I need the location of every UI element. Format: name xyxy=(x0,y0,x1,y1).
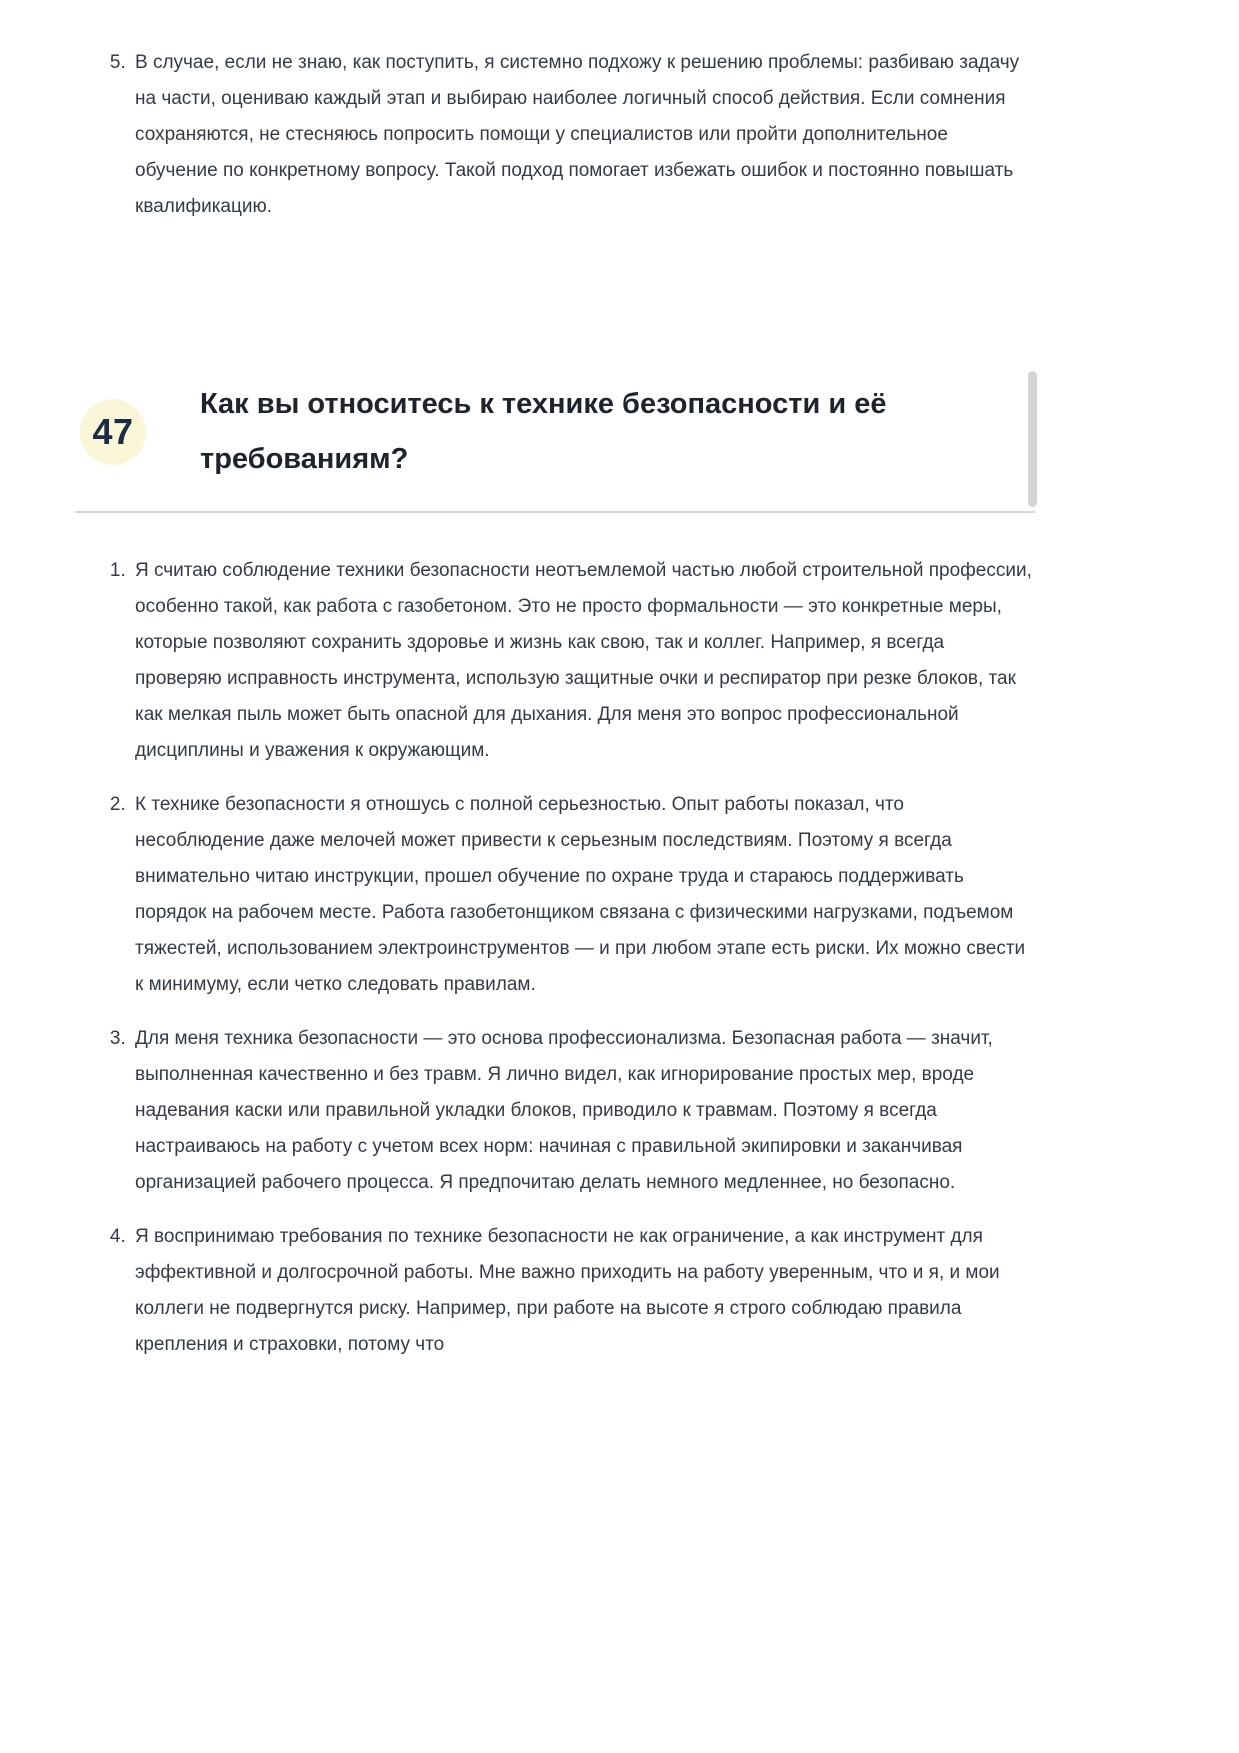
list-item-text: В случае, если не знаю, как поступить, я системно подхожу к решению проблемы: разбиваю задачу на части, оцениваю каждый этап и выбираю наиболее логичный способ действия. Если сомнения сохраняются, не стесняюсь попросить помощи у специалистов или пройти дополнительное обучение по конкретному вопросу. Такой подход помогает избежать ошибок и постоянно повышать квалификацию. xyxy=(135,52,1020,217)
answers-list xyxy=(75,553,1035,1363)
list-item-text: Я считаю соблюдение техники безопасности неотъемлемой частью любой строительной профессии, особенно такой, как работа с газобетоном. Это не просто формальности — это конкретные меры, которые позволяют сохранить здоровье и жизнь как свою, так и коллег. Например, я всегда проверяю исправность инструмента, использую защитные очки и респиратор при резке блоков, так как мелкая пыль может быть опасной для дыхания. Для меня это вопрос профессиональной дисциплины и уважения к окружающим. xyxy=(135,560,1032,762)
list-item xyxy=(131,45,1035,225)
list-item xyxy=(131,553,1035,769)
question-title: Как вы относитесь к технике безопасности и её требованиям? xyxy=(200,388,887,476)
section-divider xyxy=(75,511,1035,513)
list-item xyxy=(131,787,1035,1003)
question-header xyxy=(75,373,1035,511)
previous-question-answer-list xyxy=(75,45,1035,225)
question-number-badge xyxy=(80,399,146,465)
scrollbar-thumb xyxy=(1028,371,1037,507)
list-item xyxy=(131,1219,1035,1363)
question-number: 47 xyxy=(92,411,134,453)
list-item-text: Для меня техника безопасности — это основа профессионализма. Безопасная работа — значит, выполненная качественно и без травм. Я лично видел, как игнорирование простых мер, вроде надевания каски или правильной укладки блоков, приводило к травмам. Поэтому я всегда настраиваюсь на работу с учетом всех норм: начиная с правильной экипировки и заканчивая организацией рабочего процесса. Я предпочитаю делать немного медленнее, но безопасно. xyxy=(135,1028,993,1194)
list-item-text: К технике безопасности я отношусь с полной серьезностью. Опыт работы показал, что несоблюдение даже мелочей может привести к серьезным последствиям. Поэтому я всегда внимательно читаю инструкции, прошел обучение по охране труда и стараюсь поддерживать порядок на рабочем месте. Работа газобетонщиком связана с физическими нагрузками, подъемом тяжестей, использованием электроинструментов — и при любом этапе есть риски. Их можно свести к минимуму, если четко следовать правилам. xyxy=(135,794,1026,996)
list-item-text: Я воспринимаю требования по технике безопасности не как ограничение, а как инструмент для эффективной и долгосрочной работы. Мне важно приходить на работу уверенным, что и я, и мои коллеги не подвергнутся риску. Например, при работе на высоте я строго соблюдаю правила крепления и страховки, потому что xyxy=(135,1226,1000,1356)
list-item xyxy=(131,1021,1035,1201)
